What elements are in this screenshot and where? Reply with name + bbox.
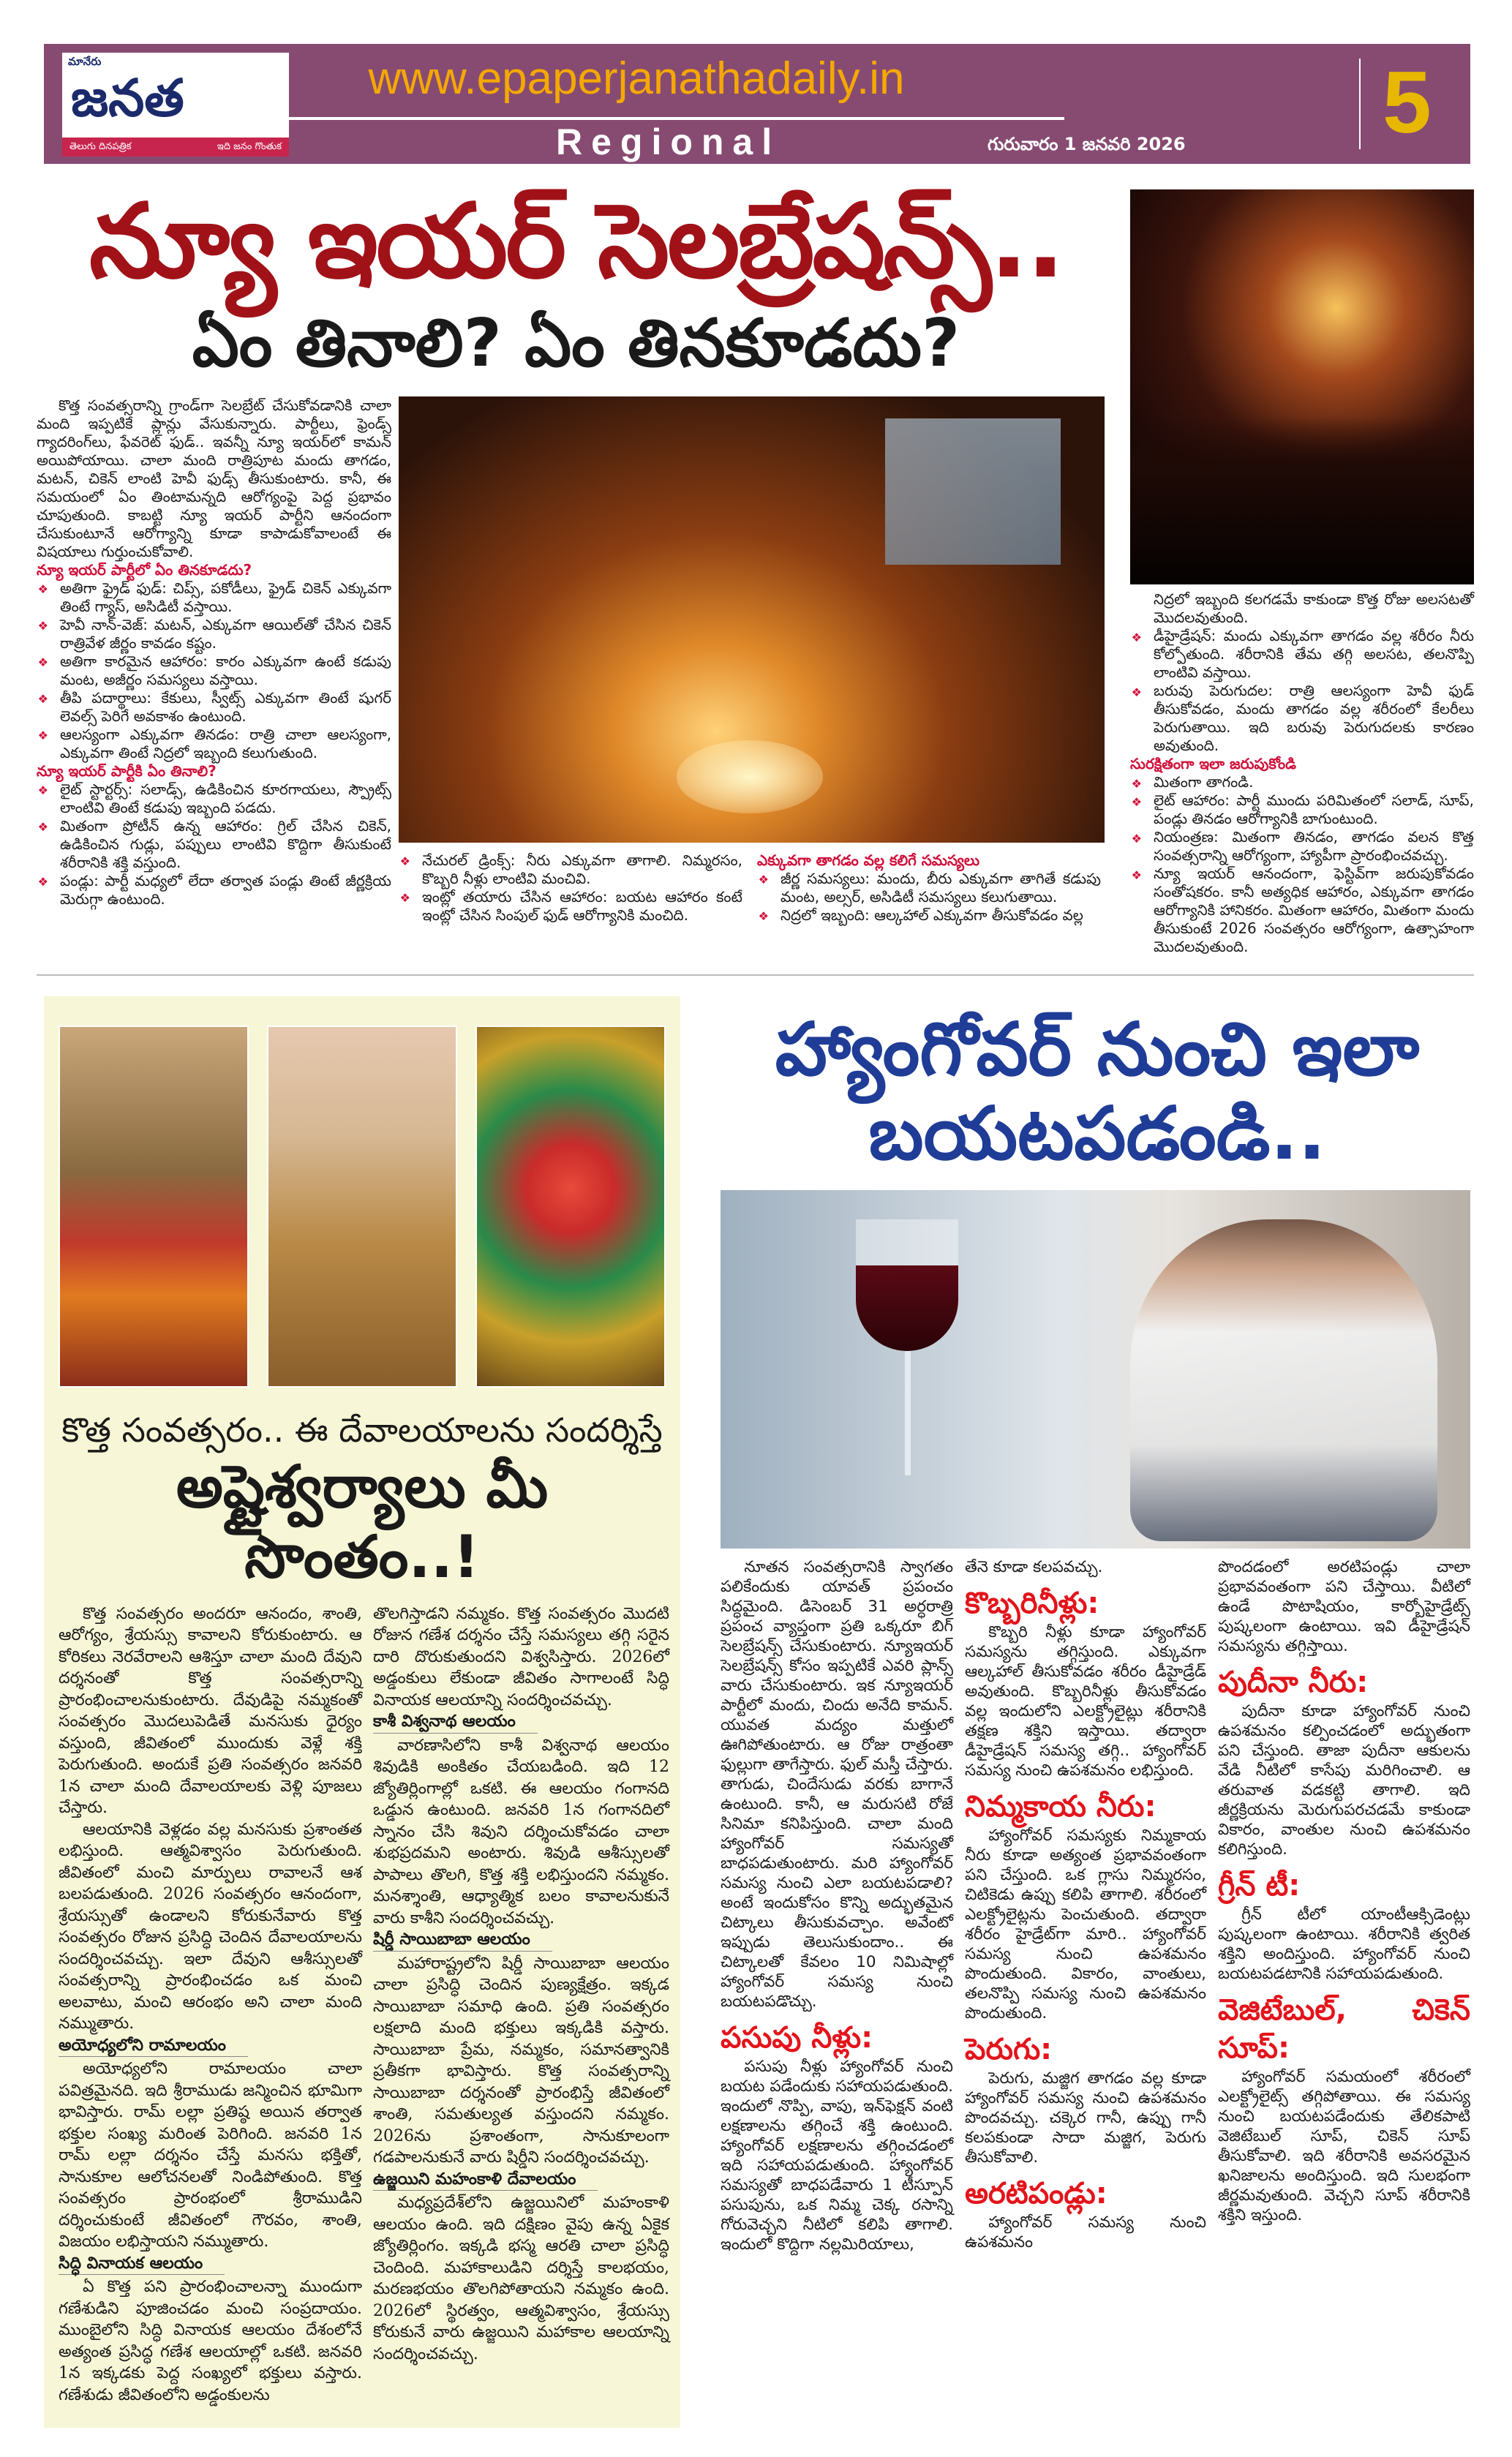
article2-column-2 xyxy=(373,1603,669,2407)
masthead-vertical-divider xyxy=(1359,59,1361,149)
bullet-item: ❖ లైట్ స్టార్టర్స్: సలాడ్స్, ఉడికించిన కూరగాయలు, స్ప్రౌట్స్ లాంటివి తింటే కడుపు ఇబ్బంది పడదు. xyxy=(37,780,391,817)
bullet-item: ❖ డీహైడ్రేషన్: మందు ఎక్కువగా తాగడం వల్ల శరీరం నీరు కోల్పోతుంది. శరీరానికి తేమ తగ్గి అలసట, తలనొప్పి లాంటివి వస్తాయి. xyxy=(1130,627,1474,682)
paragraph: కొబ్బరి నీళ్లు కూడా హ్యాంగోవర్ సమస్యను తగ్గిస్తుంది. ఎక్కువగా ఆల్కహాల్ తీసుకోవడం శరీరం డీహైడ్రేడ్ అవుతుంది. కొబ్బరినీళ్లు తీసుకోవడం వల్ల ఇందులోని ఎలక్ట్రోలైట్లు శరీరానికి తక్షణ శక్తిని ఇస్తాయి. తద్వారా డీహైడ్రేషన్ సమస్య తగ్గి.. హ్యాంగోవర్ సమస్య నుంచి ఉపశమనం లభిస్తుంది. xyxy=(965,1623,1206,1780)
bullet-item: ❖ న్యూ ఇయర్ ఆనందంగా, ఫెస్టివ్‌గా జరుపుకోవడం సంతోషకరం. కానీ అత్యధిక ఆహారం, ఎక్కువగా తాగడం ఆరోగ్యానికి హానికరం. మితంగా ఆహారం, మితంగా మందు తీసుకుంటే 2026 సంవత్సరం ఆరోగ్యంగా, ఉత్సాహంగా మొదలవుతుంది. xyxy=(1130,865,1474,956)
paragraph: వారణాసిలోని కాశీ విశ్వనాథ ఆలయం శివుడికి అంకితం చేయబడింది. ఇది 12 జ్యోతిర్లింగాల్లో ఒకటి. ఈ ఆలయం గంగానది ఒడ్డున ఉంటుంది. జనవరి 1న గంగానదిలో స్నానం చేసి శివుని దర్శించుకోవడం చాలా శుభప్రదమని అంటారు. శివుడి ఆశీస్సులతో పాపాలు తొలగి, కొత్త శక్తి లభిస్తుందని నమ్మకం. మనశ్శాంతి, ఆధ్యాత్మిక బలం కావాలనుకునే వారు కాశీని సందర్శించవచ్చు. xyxy=(373,1736,669,1927)
article1-column-left xyxy=(37,396,391,925)
logo-tag-left: తెలుగు దినపత్రిక xyxy=(69,141,132,152)
fireworks-crowd-photo xyxy=(1130,189,1474,584)
paragraph: పుదీనా కూడా హ్యాంగోవర్ నుంచి ఉపశమనం కల్పించడంలో అద్భుతంగా పని చేస్తుంది. తాజా పుదీనా ఆకులను వేడి నీటిలో కాసేపు మరిగించాలి. ఆ తరువాత వడకట్టి తాగాలి. ఇది జీర్ణక్రియను మెరుగుపరచడమే కాకుండా వికారం, వాంతుల నుంచి ఉపశమనం కలిగిస్తుంది. xyxy=(1218,1702,1470,1859)
masthead xyxy=(44,44,1470,164)
article3-column-1 xyxy=(721,1557,953,2254)
article1-body xyxy=(37,396,1116,925)
subheading: కాశీ విశ్వనాథ ఆలయం xyxy=(373,1711,538,1734)
logo-prefix: మానేరు xyxy=(68,55,102,68)
bullet-item: ❖ హెవీ నాన్-వెజ్: మటన్, ఎక్కువగా ఆయిల్‌తో చేసిన చికెన్ రాత్రివేళ జీర్ణం కావడం కష్టం. xyxy=(37,616,391,652)
bottom-section xyxy=(37,996,1474,2428)
website-url: www.epaperjanathadaily.in xyxy=(368,53,905,104)
bullet-item: ❖ మితంగా తాగండి. xyxy=(1130,773,1474,791)
subheading: న్యూ ఇయర్ పార్టీకి ఏం తినాలి? xyxy=(37,761,217,780)
subheading: పుదీనా నీరు: xyxy=(1218,1666,1369,1699)
article2-columns xyxy=(44,1592,680,2407)
page-number: 5 xyxy=(1383,53,1432,151)
subheading: ఉజ్జయిని మహంకాళి దేవాలయం xyxy=(373,2169,598,2191)
paragraph: తేనె కూడా కలపవచ్చు. xyxy=(965,1558,1103,1576)
temple-photos xyxy=(44,1026,680,1388)
bullet-item: ❖ ఇంట్లో తయారు చేసిన ఆహారం: బయట ఆహారం కంటే ఇంట్లో చేసిన సింపుల్ ఫుడ్ ఆరోగ్యానికి మంచిది. xyxy=(399,888,742,925)
article1-side xyxy=(1130,186,1474,956)
subheading: వెజిటేబుల్, చికెన్ సూప్: xyxy=(1218,1993,1470,2065)
logo-tag-right: ఇది జనం గొంతుక xyxy=(217,141,282,152)
paragraph: హ్యాంగోవర్ సమస్యకు నిమ్మకాయ నీరు కూడా అత్యంత ప్రభావవంతంగా పని చేస్తుంది. ఒక గ్లాసు నిమ్మరసం, చిటికెడు ఉప్పు కలిపి తాగాలి. శరీరంలో ఎలక్ట్రోలైట్లను పెంచుతుంది. తద్వారా శరీరం హైడ్రేట్‌గా మారి.. హ్యాంగోవర్ సమస్య నుంచి ఉపశమనం పొందుతుంది. వికారం, వాంతులు, తలనొప్పి సమస్య నుంచి ఉపశమనం పొందుతుంది. xyxy=(965,1826,1206,2023)
article1-column-right xyxy=(1130,590,1474,956)
logo-tagline-strip xyxy=(62,138,289,157)
bullet-item: ❖ మితంగా ప్రోటీన్ ఉన్న ఆహారం: గ్రిల్ చేసిన చికెన్, ఉడికించిన గుడ్లు, పప్పులు లాంటివి కొద్దిగా తీసుకుంటే శరీరానికి శక్తి వస్తుంది. xyxy=(37,817,391,872)
article1-middle-columns xyxy=(399,851,1105,925)
bullet-item: నిద్రలో ఇబ్బంది కలగడమే కాకుండా కొత్త రోజు అలసటతో మొదలవుతుంది. xyxy=(1154,590,1474,626)
article3-column-2 xyxy=(965,1557,1206,2254)
hangover-article xyxy=(721,996,1474,2254)
article2-column-1 xyxy=(59,1603,362,2407)
temples-article xyxy=(44,996,680,2428)
bullet-item: ❖ పండ్లు: పార్టీ మధ్యలో లేదా తర్వాత పండ్లు తింటే జీర్ణక్రియ మెరుగ్గా ఉంటుంది. xyxy=(37,872,391,908)
subheading: సిద్ధి వినాయక ఆలయం xyxy=(59,2253,225,2276)
article1-headline: న్యూ ఇయర్ సెలబ్రేషన్స్.. xyxy=(89,182,1063,301)
subheading: అయోధ్యలోని రామాలయం xyxy=(59,2035,248,2058)
section-name: Regional xyxy=(556,121,781,162)
paragraph: కొత్త సంవత్సరాన్ని గ్రాండ్‌గా సెలబ్రేట్ చేసుకోవడానికి చాలా మంది ఇప్పటికే ప్లాన్లు వేసుకున్నారు. పార్టీలు, ఫ్రెండ్స్ గ్యాదరింగ్‌లు, ఫేవరెట్ ఫుడ్.. ఇవన్నీ న్యూ ఇయర్‌లో కామన్ అయిపోయాయి. చాలా మంది రాత్రిపూట మందు తాగడం, మటన్, చికెన్ లాంటి హెవీ ఫుడ్స్ తీసుకుంటారు. కానీ, ఈ సమయంలో ఏం తింటామన్నది ఆరోగ్యంపై పెద్ద ప్రభావం చూపుతుంది. కాబట్టి న్యూ ఇయర్ పార్టీని ఆనందంగా చేసుకుంటూనే ఆరోగ్యాన్ని కూడా కాపాడుకోవాలంటే ఈ విషయాలు గుర్తుంచుకోవాలి. xyxy=(37,396,391,560)
paragraph: కొత్త సంవత్సరం అందరూ ఆనందం, శాంతి, ఆరోగ్యం, శ్రేయస్సు కావాలని కోరుకుంటారు. ఆ కోరికలు నెరవేరాలని ఆశిస్తూ చాలా మంది దేవుని దర్శనంతో కొత్త సంవత్సరాన్ని ప్రారంభించాలనుకుంటారు. దేవుడిపై నమ్మకంతో సంవత్సరం మొదలుపెడితే మనసుకు ధైర్యం వస్తుంది, జీవితంలో ముందుకు వెళ్లే శక్తి పెరుగుతుంది. అందుకే ప్రతి సంవత్సరం జనవరి 1న చాలా మంది దేవాలయాలకు వెళ్లి పూజలు చేస్తారు. xyxy=(59,1604,362,1817)
bullet-item: ❖ బరువు పెరుగుదల: రాత్రి ఆలస్యంగా హెవీ ఫుడ్ తీసుకోవడం, మందు తాగడం వల్ల శరీరంలో కేలరీలు పెరుగుతాయి. ఇది బరువు పెరుగుదలకు కారణం అవుతుంది. xyxy=(1130,682,1474,755)
section-divider xyxy=(37,974,1474,976)
subheading: అరటిపండ్లు: xyxy=(965,2177,1107,2210)
bullet-item: ❖ జీర్ణ సమస్యలు: మందు, బీరు ఎక్కువగా తాగితే కడుపు మంట, అల్సర్, అసిడిటీ సమస్యలు కలుగుతాయి. xyxy=(757,870,1101,906)
paragraph: గ్రీన్ టీలో యాంటీఆక్సిడెంట్లు పుష్కలంగా ఉంటాయి. శరీరానికి త్వరిత శక్తిని అందిస్తుంది. హ్యాంగోవర్ నుంచి బయటపడటానికి సహాయపడుతుంది. xyxy=(1218,1905,1470,1983)
article1-column-mid-a xyxy=(399,851,742,925)
issue-date: గురువారం 1 జనవరి 2026 xyxy=(988,134,1186,154)
subheading: నిమ్మకాయ నీరు: xyxy=(965,1790,1156,1824)
article1-column-mid-b xyxy=(757,851,1101,925)
paragraph: మహారాష్ట్రలోని షిర్డీ సాయిబాబా ఆలయం చాలా ప్రసిద్ధి చెందిన పుణ్యక్షేత్రం. ఇక్కడ సాయిబాబా సమాధి ఉంది. ప్రతి సంవత్సరం లక్షలాది మంది భక్తులు ఇక్కడికి వస్తారు. సాయిబాబా ప్రేమ, నమ్మకం, సమానత్వానికి ప్రతీకగా భావిస్తారు. కొత్త సంవత్సరాన్ని సాయిబాబా దర్శనంతో ప్రారంభిస్తే జీవితంలో శాంతి, సమతుల్యత వస్తుందని నమ్మకం. 2026ను ప్రశాంతంగా, సానుకూలంగా గడపాలనుకునే వారు షిర్డీని సందర్శించవచ్చు. xyxy=(373,1954,669,2167)
paragraph: అయోధ్యలోని రామాలయం చాలా పవిత్రమైనది. ఇది శ్రీరాముడు జన్మించిన భూమిగా భావిస్తారు. రామ్ లల్లా ప్రతిష్ఠ అయిన తర్వాత భక్తుల సంఖ్య మరింత పెరిగింది. జనవరి 1న రామ్ లల్లా దర్శనం చేస్తే మనసు భక్తితో, సానుకూల ఆలోచనలతో నిండిపోతుంది. కొత్త సంవత్సరం ప్రారంభంలో శ్రీరాముడిని దర్శించుకుంటే జీవితంలో గౌరవం, శాంతి, విజయం లభిస్తాయని నమ్ముతారు. xyxy=(59,2060,362,2251)
article3-columns xyxy=(721,1557,1474,2254)
article1-main xyxy=(37,182,1116,925)
bullet-item: ❖ అతిగా కారమైన ఆహారం: కారం ఎక్కువగా ఉంటే కడుపు మంట, అజీర్ణం సమస్యలు వస్తాయి. xyxy=(37,652,391,689)
article1 xyxy=(37,182,1474,956)
party-photo xyxy=(399,396,1105,843)
subheading: పసుపు నీళ్లు: xyxy=(721,2021,873,2055)
subheading: షిర్డీ సాయిబాబా ఆలయం xyxy=(373,1929,552,1952)
bullet-item: ❖ తీపి పదార్థాలు: కేకులు, స్వీట్స్ ఎక్కువగా తింటే షుగర్ లెవల్స్ పెరిగే అవకాశం ఉంటుంది. xyxy=(37,689,391,726)
article2-subheadline: కొత్త సంవత్సరం.. ఈ దేవాలయాలను సందర్శిస్తే xyxy=(61,1410,663,1450)
kashi-vishwanath-temple-photo xyxy=(267,1026,457,1388)
paragraph: ఏ కొత్త పని ప్రారంభించాలన్నా ముందుగా గణేశుడిని పూజించడం మంచి సంప్రదాయం. ముంబైలోని సిద్ధి వినాయక ఆలయం దేశంలోనే అత్యంత ప్రసిద్ధ గణేశ ఆలయాల్లో ఒకటి. జనవరి 1న ఇక్కడకు పెద్ద సంఖ్యలో భక్తులు వస్తారు. గణేశుడు జీవితంలోని అడ్డంకులను xyxy=(59,2278,362,2404)
bullet-item: ❖ నేచురల్ డ్రింక్స్: నీరు ఎక్కువగా తాగాలి. నిమ్మరసం, కొబ్బరి నీళ్లు లాంటివి మంచివి. xyxy=(399,851,742,888)
article2-headline: అష్టైశ్వర్యాలు మీ సొంతం..! xyxy=(176,1452,549,1591)
paragraph: హ్యాంగోవర్ సమయంలో శరీరంలో ఎలక్ట్రోలైట్స్ తగ్గిపోతాయి. ఈ సమస్య నుంచి బయటపడేందుకు తేలికపాటి వెజిటేబుల్ సూప్, చికెన్ సూప్ తీసుకోవాలి. ఇది శరీరానికి అవసరమైన ఖనిజాలను అందిస్తుంది. ఇది సులభంగా జీర్ణమవుతుంది. వెచ్చని సూప్ శరీరానికి శక్తిని ఇస్తుంది. xyxy=(1218,2068,1470,2224)
paragraph: ఆలయానికి వెళ్లడం వల్ల మనసుకు ప్రశాంతత లభిస్తుంది. ఆత్మవిశ్వాసం పెరుగుతుంది. జీవితంలో మంచి మార్పులు రావాలనే ఆశ బలపడుతుంది. 2026 సంవత్సరం ఆనందంగా, శ్రేయస్సుతో ఉండాలని కోరుకునేవారు కొత్త సంవత్సరం రోజున ప్రసిద్ధి చెందిన దేవాలయాలను సందర్శించవచ్చు. ఇలా దేవుని ఆశీస్సులతో సంవత్సరాన్ని ప్రారంభించడం ఒక మంచి అలవాటు, మంచి ఆరంభం అని చాలా మంది నమ్ముతారు. xyxy=(59,1820,362,2033)
subheading: సురక్షితంగా ఇలా జరుపుకోండి xyxy=(1130,755,1296,772)
paragraph: పొందడంలో అరటిపండ్లు చాలా ప్రభావవంతంగా పని చేస్తాయి. వీటిలో ఉండే పొటాషియం, కార్బోహైడ్రేట్స్ పుష్కలంగా ఉంటాయి. ఇవి డీహైడ్రేషన్ సమస్యను తగ్గిస్తాయి. xyxy=(1218,1558,1470,1655)
logo-name: జనత xyxy=(71,68,184,128)
ayodhya-ram-lalla-photo xyxy=(59,1026,249,1388)
subheading: గ్రీన్ టీ: xyxy=(1218,1869,1301,1903)
bullet-item: ❖ అతిగా ఫ్రైడ్ ఫుడ్: చిప్స్, పకోడీలు, ఫ్రైడ్ చికెన్ ఎక్కువగా తింటే గ్యాస్, అసిడిటీ వస్తాయి. xyxy=(37,579,391,616)
siddhi-vinayak-photo xyxy=(475,1026,666,1388)
paragraph: తొలగిస్తాడని నమ్మకం. కొత్త సంవత్సరం మొదటి రోజున గణేశ దర్శనం చేస్తే సమస్యలు తగ్గి సరైన దారి దొరుకుతుందని విశ్వసిస్తారు. 2026లో అడ్డంకులు లేకుండా జీవితం సాగాలంటే సిద్ధి వినాయక ఆలయాన్ని సందర్శించవచ్చు. xyxy=(373,1604,669,1709)
subheading: న్యూ ఇయర్ పార్టీలో ఏం తినకూడదు? xyxy=(37,560,252,579)
subheading: ఎక్కువగా తాగడం వల్ల కలిగే సమస్యలు xyxy=(757,851,980,869)
paragraph: మధ్యప్రదేశ్‌లోని ఉజ్జయినిలో మహంకాళి ఆలయం ఉంది. ఇది దక్షిణం వైపు ఉన్న ఏకైక జ్యోతిర్లింగం. ఇక్కడి భస్మ ఆరతి చాలా ప్రసిద్ధి చెందింది. మహాకాలుడిని దర్శిస్తే కాలభయం, మరణభయం తొలగిపోతాయని నమ్మకం ఉంది. 2026లో స్థిరత్వం, ఆత్మవిశ్వాసం, శ్రేయస్సు కోరుకునే వారు ఉజ్జయిని మహాకాల ఆలయాన్ని సందర్శించవచ్చు. xyxy=(373,2194,669,2363)
paragraph: హ్యాంగోవర్ సమస్య నుంచి ఉపశమనం xyxy=(965,2213,1206,2251)
article1-subheadline: ఏం తినాలి? ఏం తినకూడదు? xyxy=(192,305,960,382)
subheading: కొబ్బరినీళ్లు: xyxy=(965,1587,1099,1620)
bullet-item: ❖ లైట్ ఆహారం: పార్టీ ముందు పరిమితంలో సలాడ్, సూప్, పండ్లు తినడం ఆరోగ్యానికి బాగుంటుంది. xyxy=(1130,791,1474,828)
paragraph: పెరుగు, మజ్జిగ తాగడం వల్ల కూడా హ్యాంగోవర్ సమస్య నుంచి ఉపశమనం పొందవచ్చు. చక్కెర గానీ, ఉప్పు గానీ కలపకుండా సాదా మజ్జిగ, పెరుగు తీసుకోవాలి. xyxy=(965,2069,1206,2167)
paragraph: పసుపు నీళ్లు హ్యాంగోవర్ నుంచి బయట పడేందుకు సహాయపడుతుంది. ఇందులో నొప్పి, వాపు, ఇన్‌ఫెక్షన్ వంటి లక్షణాలను తగ్గించే శక్తి ఉంటుంది. హ్యాంగోవర్ లక్షణాలను తగ్గించడంలో ఇది సహాయపడుతుంది. హ్యాంగోవర్ సమస్యతో బాధపడేవారు 1 టీస్పూన్ పసుపును, ఒక నిమ్మ చెక్క రసాన్ని గోరువెచ్చని నీటిలో కలిపి తాగాలి. ఇందులో కొద్దిగా నల్లమిరియాలు, xyxy=(721,2058,953,2254)
newspaper-logo xyxy=(62,53,289,157)
bullet-item: ❖ నిద్రలో ఇబ్బంది: ఆల్కహాల్ ఎక్కువగా తీసుకోవడం వల్ల xyxy=(757,906,1101,925)
paragraph: నూతన సంవత్సరానికి స్వాగతం పలికేందుకు యావత్ ప్రపంచం సిద్ధమైంది. డిసెంబర్ 31 అర్ధరాత్రి ప్రపంచ వ్యాప్తంగా ప్రతి ఒక్కరూ బిగ్ సెలబ్రేషన్స్ చేసుకుంటారు. న్యూఇయర్ సెలబ్రేషన్స్ కోసం ఇప్పటికే ఎవరి ప్లాన్స్ వారు చేసుకుంటారు. ఇక న్యూఇయర్ పార్టీలో మందు, చిందు అనేది కామన్. యువత మద్యం మత్తులో ఊగిపోతుంటారు. ఆ రోజు రాత్రంతా ఫుల్లుగా తాగేస్తారు. ఫుల్ మస్తీ చేస్తారు. తాగుడు, చిందేసుడు వరకు బాగానే ఉంటుంది. కానీ, ఆ మరుసటి రోజే సినిమా కనిపిస్తుంది. చాలా మంది హ్యాంగోవర్ సమస్యతో బాధపడుతుంటారు. మరి హ్యాంగోవర్ సమస్య నుంచి ఎలా బయటపడాలి? అంటే ఇందుకోసం కొన్ని అద్భుతమైన చిట్కాలు తీసుకువచ్చాం. అవేంటో ఇప్పుడు తెలుసుకుందాం.. ఈ చిట్కాలతో కేవలం 10 నిమిషాల్లో హ్యాంగోవర్ సమస్య నుంచి బయటపడొచ్చు. xyxy=(721,1558,953,2011)
subheading: పెరుగు: xyxy=(965,2033,1053,2066)
hangover-wine-photo xyxy=(721,1190,1470,1549)
article3-column-3 xyxy=(1218,1557,1470,2254)
article1-middle xyxy=(399,396,1105,925)
masthead-divider xyxy=(289,117,1064,120)
bullet-item: ❖ ఆలస్యంగా ఎక్కువగా తినడం: రాత్రి చాలా ఆలస్యంగా, ఎక్కువగా తింటే నిద్రలో ఇబ్బంది కలుగుతుంది. xyxy=(37,726,391,762)
article3-headline: హ్యాంగోవర్ నుంచి ఇలా బయటపడండి.. xyxy=(775,1006,1420,1176)
bullet-item: ❖ నియంత్రణ: మితంగా తినడం, తాగడం వలన కొత్త సంవత్సరాన్ని ఆరోగ్యంగా, హ్యాపీగా ప్రారంభించవచ్చు. xyxy=(1130,828,1474,865)
